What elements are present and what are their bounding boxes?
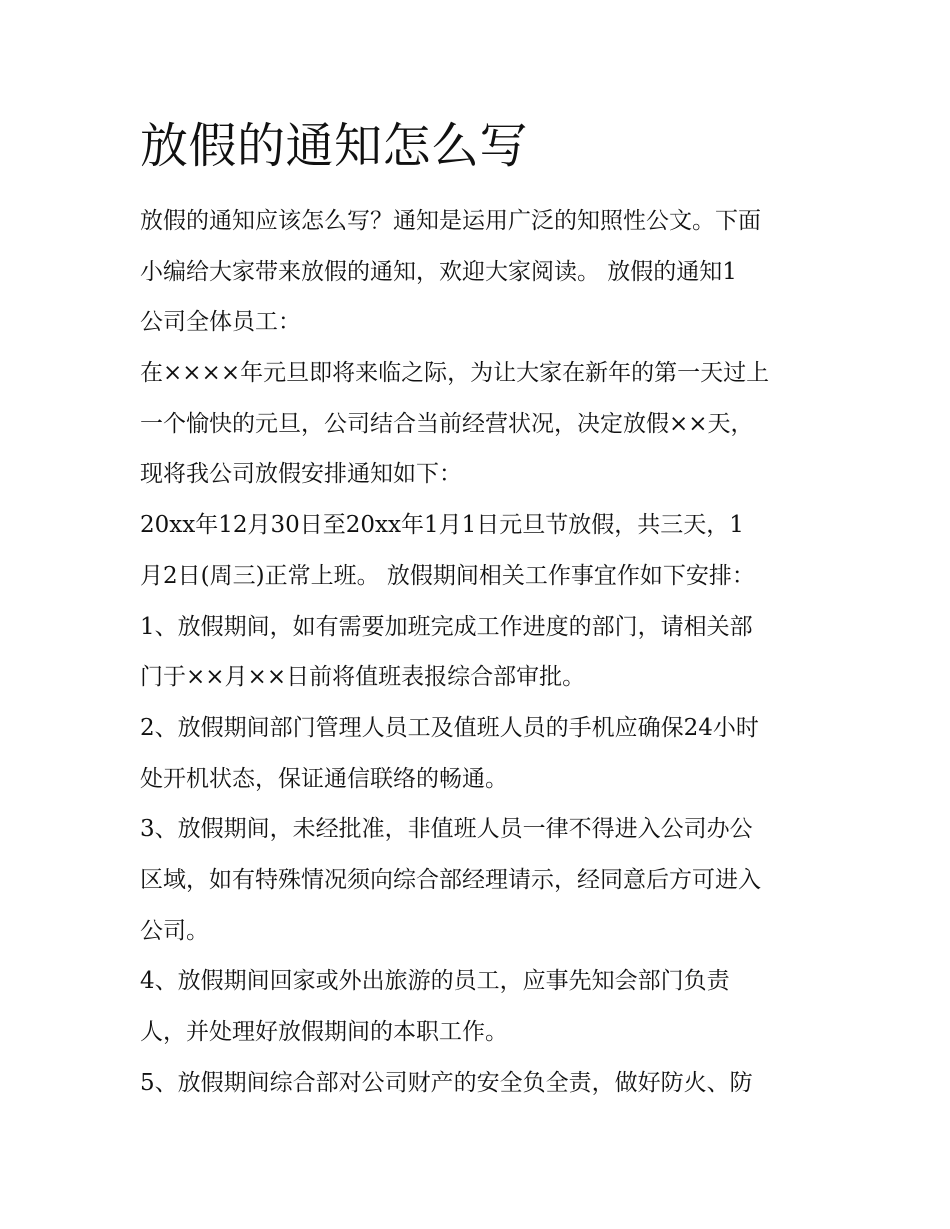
body-line: 门于××月××日前将值班表报综合部审批。 <box>140 664 586 691</box>
body-line: 处开机状态，保证通信联络的畅通。 <box>140 765 508 792</box>
body-line: 小编给大家带来放假的通知，欢迎大家阅读。 放假的通知1 <box>140 258 737 285</box>
body-line: 20xx年12月30日至20xx年1月1日元旦节放假，共三天，1 <box>140 512 744 539</box>
body-line: 人，并处理好放假期间的本职工作。 <box>140 1019 508 1045</box>
body-line: 放假的通知应该怎么写？通知是运用广泛的知照性公文。下面 <box>140 208 761 234</box>
body-line: 一个愉快的元旦，公司结合当前经营状况，决定放假××天， <box>140 410 754 437</box>
body-line: 1、放假期间，如有需要加班完成工作进度的部门，请相关部 <box>140 613 753 640</box>
body-line: 公司全体员工： <box>140 309 301 336</box>
body-line: 公司。 <box>140 917 209 944</box>
body-line: 3、放假期间，未经批准，非值班人员一律不得进入公司办公 <box>140 816 753 843</box>
body-line: 4、放假期间回家或外出旅游的员工，应事先知会部门负责 <box>140 968 730 995</box>
body-line: 2、放假期间部门管理人员工及值班人员的手机应确保24小时 <box>140 714 759 741</box>
body-line: 月2日(周三)正常上班。 放假期间相关工作事宜作如下安排： <box>140 562 755 589</box>
body-line: 在××××年元旦即将来临之际，为让大家在新年的第一天过上 <box>140 360 770 387</box>
body-line: 现将我公司放假安排通知如下： <box>140 461 462 488</box>
document-title: 放假的通知怎么写 <box>140 118 529 174</box>
document-body <box>140 196 820 1108</box>
body-line: 5、放假期间综合部对公司财产的安全负全责，做好防火、防 <box>140 1069 753 1096</box>
body-line: 区域，如有特殊情况须向综合部经理请示，经同意后方可进入 <box>140 866 761 893</box>
